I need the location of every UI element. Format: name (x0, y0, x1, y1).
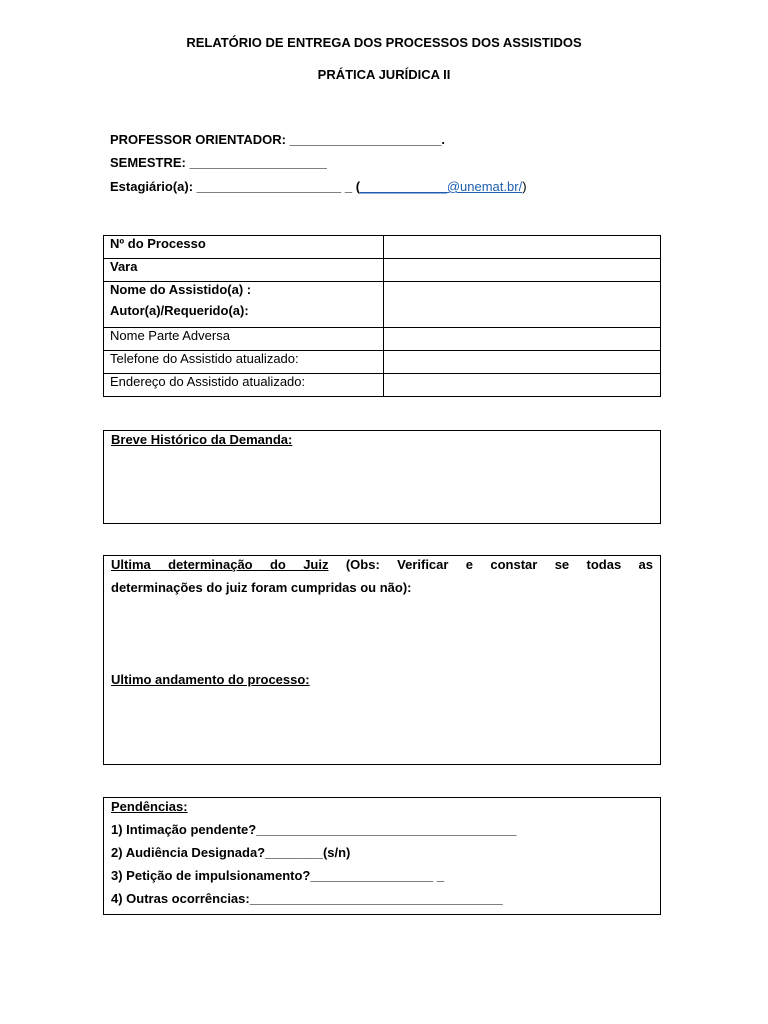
row-label-endereco: Endereço do Assistido atualizado: (104, 374, 384, 397)
process-table (103, 235, 661, 397)
determinacao-obs-line1: (Obs: Verificar e constar se todas as (328, 557, 653, 572)
determinacao-line (111, 557, 653, 572)
table-row (104, 328, 661, 351)
email-link[interactable]: ____________@unemat.br/ (360, 179, 523, 194)
historico-label: Breve Histórico da Demanda: (111, 432, 293, 447)
document-title: RELATÓRIO DE ENTREGA DOS PROCESSOS DOS ASSISTIDOS (186, 35, 582, 50)
historico-box[interactable] (103, 430, 661, 524)
row-label-assistido (104, 282, 384, 328)
pendencias-label: Pendências: (111, 799, 188, 814)
pendencias-box (103, 797, 661, 915)
email-close: ) (522, 179, 527, 194)
row-value-parte-adversa[interactable] (384, 328, 661, 351)
row-label-telefone: Telefone do Assistido atualizado: (104, 351, 384, 374)
row-value-vara[interactable] (384, 259, 661, 282)
row-label-nome-assistido: Nome do Assistido(a) : (110, 282, 252, 297)
professor-field[interactable]: PROFESSOR ORIENTADOR: _____________________. (110, 132, 446, 147)
estagiario-field[interactable] (110, 179, 527, 194)
andamento-label: Ultimo andamento do processo: (111, 672, 310, 687)
pendencia-outras[interactable]: 4) Outras ocorrências:___________________________________ (111, 891, 503, 906)
row-value-telefone[interactable] (384, 351, 661, 374)
table-row (104, 259, 661, 282)
estagiario-label: Estagiário(a): ____________________ _ ( (110, 179, 361, 194)
determinacao-box[interactable] (103, 555, 661, 765)
pendencia-intimacao[interactable]: 1) Intimação pendente?____________________________________ (111, 822, 517, 837)
determinacao-obs-line2: determinações do juiz foram cumpridas ou não): (111, 580, 412, 595)
table-row (104, 374, 661, 397)
row-value-assistido[interactable] (384, 282, 661, 328)
pendencia-audiencia[interactable]: 2) Audiência Designada?________(s/n) (111, 845, 351, 860)
row-label-parte-adversa: Nome Parte Adversa (104, 328, 384, 351)
determinacao-label: Ultima determinação do Juiz (111, 557, 329, 572)
pendencia-peticao[interactable]: 3) Petição de impulsionamento?_________________ _ (111, 868, 445, 883)
table-row (104, 282, 661, 328)
table-row (104, 351, 661, 374)
table-row (104, 236, 661, 259)
row-label-processo: Nº do Processo (104, 236, 384, 259)
row-value-endereco[interactable] (384, 374, 661, 397)
semestre-field[interactable]: SEMESTRE: ___________________ (110, 155, 327, 170)
row-label-vara: Vara (104, 259, 384, 282)
row-label-autor-requerido: Autor(a)/Requerido(a): (110, 303, 249, 318)
document-subtitle: PRÁTICA JURÍDICA II (317, 67, 451, 82)
row-value-processo[interactable] (384, 236, 661, 259)
